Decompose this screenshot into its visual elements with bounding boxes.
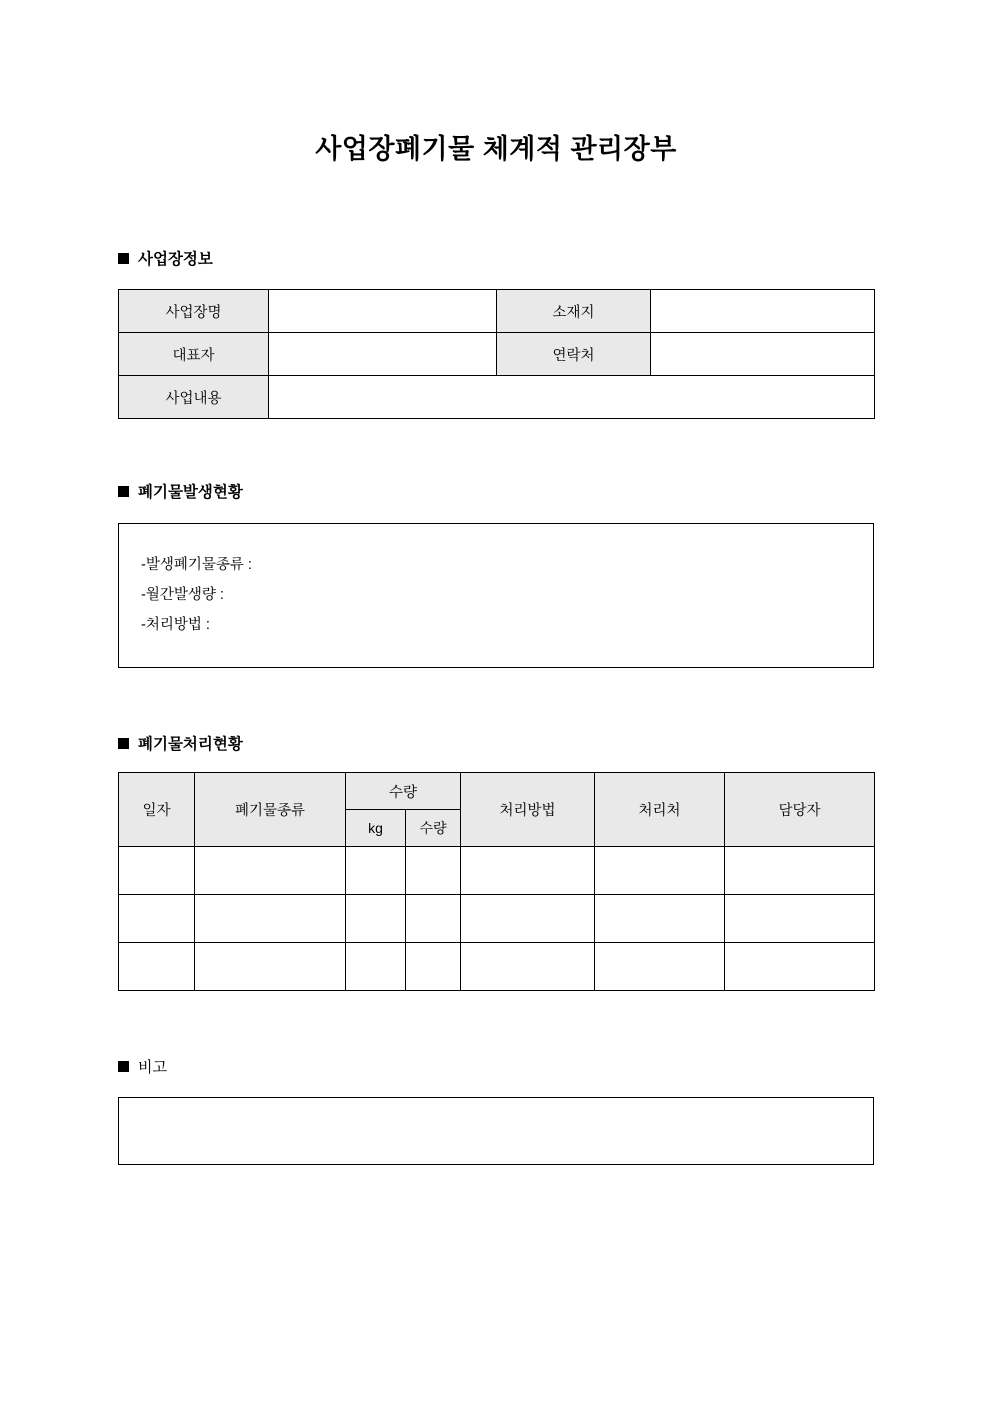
table-row [119, 333, 875, 376]
column-header-manager: 담당자 [725, 773, 875, 847]
column-header-quantity-group: 수량 [346, 773, 461, 810]
cell-manager[interactable] [725, 895, 875, 943]
field-contact[interactable] [651, 333, 875, 376]
cell-facility[interactable] [595, 847, 725, 895]
cell-date[interactable] [119, 943, 195, 991]
waste-generation-lines [119, 524, 873, 640]
square-bullet-icon [118, 738, 129, 749]
section-heading-waste-processing-label: 폐기물처리현황 [138, 736, 243, 753]
section-heading-business-info-label: 사업장정보 [138, 251, 213, 268]
table-header-row [119, 773, 875, 810]
waste-generation-line-method: -처리방법 : [141, 617, 210, 633]
cell-date[interactable] [119, 847, 195, 895]
column-header-method: 처리방법 [461, 773, 595, 847]
cell-method[interactable] [461, 847, 595, 895]
remarks-text [119, 1098, 873, 1118]
cell-method[interactable] [461, 943, 595, 991]
field-representative[interactable] [269, 333, 497, 376]
cell-quantity-count[interactable] [406, 895, 461, 943]
cell-quantity-count[interactable] [406, 943, 461, 991]
cell-quantity-kg[interactable] [346, 943, 406, 991]
page-title: 사업장폐기물 체계적 관리장부 [315, 134, 677, 164]
field-business-description[interactable] [269, 376, 875, 419]
section-heading-waste-generation-label: 폐기물발생현황 [138, 484, 243, 501]
label-location: 소재지 [497, 290, 651, 333]
table-row [119, 376, 875, 419]
section-heading-remarks [118, 1060, 167, 1075]
label-representative: 대표자 [119, 333, 269, 376]
column-header-facility: 처리처 [595, 773, 725, 847]
column-header-waste-type: 폐기물종류 [195, 773, 346, 847]
label-contact: 연락처 [497, 333, 651, 376]
business-info-table [118, 289, 875, 419]
cell-method[interactable] [461, 895, 595, 943]
section-heading-remarks-label: 비고 [138, 1059, 167, 1076]
cell-quantity-count[interactable] [406, 847, 461, 895]
field-business-name[interactable] [269, 290, 497, 333]
square-bullet-icon [118, 253, 129, 264]
column-header-quantity-kg: kg [346, 810, 406, 847]
cell-quantity-kg[interactable] [346, 895, 406, 943]
column-header-quantity-count: 수량 [406, 810, 461, 847]
cell-quantity-kg[interactable] [346, 847, 406, 895]
table-row [119, 290, 875, 333]
cell-waste-type[interactable] [195, 895, 346, 943]
cell-manager[interactable] [725, 847, 875, 895]
cell-date[interactable] [119, 895, 195, 943]
table-row [119, 895, 875, 943]
cell-waste-type[interactable] [195, 943, 346, 991]
column-header-date: 일자 [119, 773, 195, 847]
table-row [119, 943, 875, 991]
cell-facility[interactable] [595, 895, 725, 943]
square-bullet-icon [118, 1061, 129, 1072]
waste-generation-line-monthly-amount: -월간발생량 : [141, 587, 224, 603]
cell-facility[interactable] [595, 943, 725, 991]
label-business-description: 사업내용 [119, 376, 269, 419]
section-heading-waste-generation [118, 485, 243, 501]
cell-waste-type[interactable] [195, 847, 346, 895]
field-location[interactable] [651, 290, 875, 333]
cell-manager[interactable] [725, 943, 875, 991]
section-heading-waste-processing [118, 737, 243, 753]
waste-generation-line-types: -발생폐기물종류 : [141, 557, 252, 573]
section-heading-business-info [118, 252, 213, 268]
label-business-name: 사업장명 [119, 290, 269, 333]
table-row [119, 847, 875, 895]
waste-generation-box[interactable] [118, 523, 874, 668]
remarks-box[interactable] [118, 1097, 874, 1165]
waste-processing-table [118, 772, 875, 991]
square-bullet-icon [118, 486, 129, 497]
